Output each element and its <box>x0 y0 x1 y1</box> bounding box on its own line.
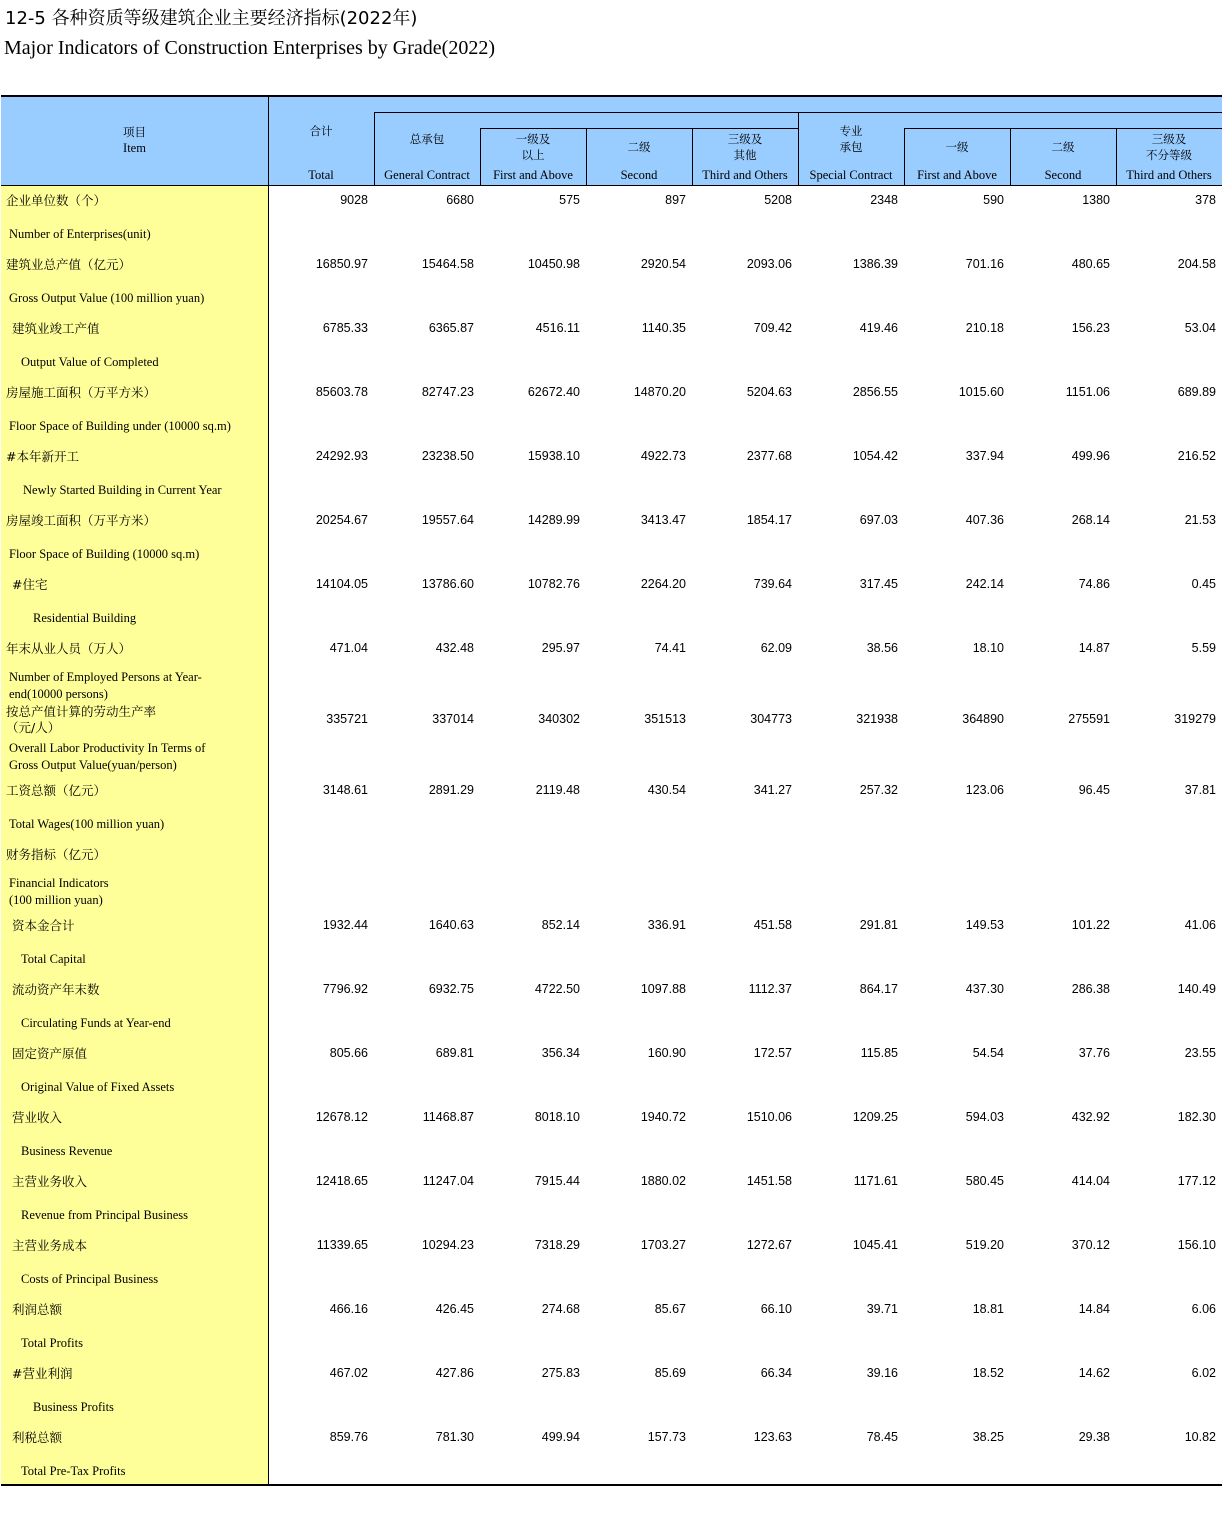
table-cell: 182.30 <box>1177 1110 1216 1124</box>
table-cell: 156.23 <box>1071 321 1110 335</box>
table-cell: 414.04 <box>1071 1174 1110 1188</box>
row-label-en: Financial Indicators (100 million yuan) <box>9 876 109 907</box>
table-cell: 23238.50 <box>421 449 474 463</box>
table-cell: 7915.44 <box>534 1174 580 1188</box>
row-label-cn: 企业单位数（个） <box>6 193 107 208</box>
table-cell: 23.55 <box>1184 1046 1216 1060</box>
table-cell: 466.16 <box>329 1302 368 1316</box>
table-cell: 53.04 <box>1184 321 1216 335</box>
subheader-cn: 二级 <box>627 140 651 154</box>
table-cell: 14289.99 <box>527 513 580 527</box>
table-cell: 1272.67 <box>746 1238 792 1252</box>
table-cell: 336.91 <box>647 918 686 932</box>
table-cell: 1015.60 <box>958 385 1004 399</box>
table-bottom-rule <box>1 1484 1222 1486</box>
table-cell: 1703.27 <box>640 1238 686 1252</box>
table-cell: 18.81 <box>972 1302 1004 1316</box>
subheader-en: Third and Others <box>702 168 788 182</box>
row-label-cn: 利润总额 <box>12 1302 63 1317</box>
table-cell: 2377.68 <box>746 449 792 463</box>
table-cell: 864.17 <box>859 982 898 996</box>
table-cell: 8018.10 <box>534 1110 580 1124</box>
table-top-rule <box>1 95 1222 97</box>
table-cell: 4722.50 <box>534 982 580 996</box>
row-label-en: Circulating Funds at Year-end <box>21 1016 171 1030</box>
table-cell: 1880.02 <box>640 1174 686 1188</box>
table-cell: 11247.04 <box>422 1174 474 1188</box>
row-label-cn: 固定资产原值 <box>12 1046 88 1061</box>
table-cell: 275.83 <box>541 1366 580 1380</box>
table-cell: 6.02 <box>1191 1366 1216 1380</box>
item-column-background <box>1 186 268 1484</box>
table-cell: 1640.63 <box>428 918 474 932</box>
subheader-en: Second <box>620 168 658 182</box>
header-general-en: General Contract <box>384 168 470 182</box>
row-label-en: Revenue from Principal Business <box>21 1208 188 1222</box>
item-column-divider <box>268 97 269 1484</box>
table-cell: 21.53 <box>1184 513 1216 527</box>
row-label-cn: 主营业务收入 <box>12 1174 88 1189</box>
row-label-en: Output Value of Completed <box>21 355 159 369</box>
table-cell: 317.45 <box>859 577 898 591</box>
table-cell: 11468.87 <box>422 1110 474 1124</box>
table-cell: 62672.40 <box>527 385 580 399</box>
table-cell: 115.85 <box>860 1046 898 1060</box>
table-cell: 897 <box>665 193 686 207</box>
header-rule-special-sub <box>904 128 1222 129</box>
header-rule-general-sub <box>480 128 798 129</box>
table-cell: 0.45 <box>1191 577 1216 591</box>
row-label-en: Newly Started Building in Current Year <box>23 483 222 497</box>
table-cell: 1112.37 <box>748 982 792 996</box>
table-cell: 41.06 <box>1184 918 1216 932</box>
table-cell: 14.87 <box>1078 641 1110 655</box>
table-cell: 580.45 <box>965 1174 1004 1188</box>
table-cell: 1209.25 <box>852 1110 898 1124</box>
table-cell: 14870.20 <box>633 385 686 399</box>
table-cell: 370.12 <box>1071 1238 1110 1252</box>
table-cell: 74.86 <box>1078 577 1110 591</box>
row-label-en: Business Profits <box>33 1400 114 1414</box>
table-cell: 419.46 <box>859 321 898 335</box>
table-cell: 204.58 <box>1177 257 1216 271</box>
table-cell: 689.89 <box>1177 385 1216 399</box>
table-cell: 335721 <box>326 712 368 726</box>
table-cell: 13786.60 <box>421 577 474 591</box>
table-cell: 689.81 <box>435 1046 474 1060</box>
table-cell: 149.53 <box>965 918 1004 932</box>
table-cell: 20254.67 <box>315 513 368 527</box>
table-cell: 341.27 <box>753 783 792 797</box>
table-cell: 2348 <box>870 193 898 207</box>
table-cell: 378 <box>1195 193 1216 207</box>
table-cell: 268.14 <box>1071 513 1110 527</box>
table-cell: 1386.39 <box>852 257 898 271</box>
row-label-en: Total Pre-Tax Profits <box>21 1464 126 1478</box>
table-cell: 14.84 <box>1078 1302 1110 1316</box>
row-label-en: Total Capital <box>21 952 86 966</box>
table-cell: 16850.97 <box>315 257 368 271</box>
table-cell: 6785.33 <box>322 321 368 335</box>
table-cell: 480.65 <box>1071 257 1110 271</box>
table-cell: 2119.48 <box>535 783 580 797</box>
table-cell: 1940.72 <box>640 1110 686 1124</box>
table-cell: 2856.55 <box>852 385 898 399</box>
header-general-cn: 总承包 <box>409 132 445 146</box>
table-cell: 177.12 <box>1177 1174 1216 1188</box>
table-cell: 519.20 <box>965 1238 1004 1252</box>
table-cell: 432.48 <box>435 641 474 655</box>
table-cell: 2920.54 <box>640 257 686 271</box>
row-label-cn: 房屋竣工面积（万平方米） <box>6 513 157 528</box>
table-cell: 1045.41 <box>852 1238 898 1252</box>
header-total-cn: 合计 <box>309 124 333 138</box>
table-cell: 304773 <box>750 712 792 726</box>
row-label-cn: 营业收入 <box>12 1110 63 1125</box>
table-cell: 2891.29 <box>428 783 474 797</box>
table-cell: 85.67 <box>654 1302 686 1316</box>
table-cell: 575 <box>559 193 580 207</box>
table-cell: 5.59 <box>1191 641 1216 655</box>
table-cell: 19557.64 <box>421 513 474 527</box>
table-cell: 275591 <box>1068 712 1110 726</box>
table-cell: 15464.58 <box>421 257 474 271</box>
table-cell: 291.81 <box>859 918 898 932</box>
header-item-cn: 项目 <box>123 125 146 139</box>
row-label-en: Business Revenue <box>21 1144 113 1158</box>
table-cell: 274.68 <box>541 1302 580 1316</box>
table-cell: 2093.06 <box>746 257 792 271</box>
table-cell: 12418.65 <box>315 1174 368 1188</box>
table-cell: 3148.61 <box>322 783 368 797</box>
row-label-en: Overall Labor Productivity In Terms of Gross Output Value(yuan/person) <box>9 741 206 772</box>
table-cell: 6932.75 <box>428 982 474 996</box>
table-cell: 467.02 <box>329 1366 368 1380</box>
table-cell: 432.92 <box>1071 1110 1110 1124</box>
table-cell: 451.58 <box>753 918 792 932</box>
subheader-en: Second <box>1044 168 1082 182</box>
table-cell: 216.52 <box>1177 449 1216 463</box>
table-cell: 6.06 <box>1191 1302 1216 1316</box>
table-cell: 805.66 <box>329 1046 368 1060</box>
header-special-en: Special Contract <box>809 168 893 182</box>
table-cell: 852.14 <box>541 918 580 932</box>
subheader-cn: 三级及 其他 <box>727 132 763 162</box>
table-cell: 11339.65 <box>316 1238 368 1252</box>
row-label-cn: 建筑业竣工产值 <box>12 321 100 336</box>
table-cell: 321938 <box>856 712 898 726</box>
table-cell: 1140.35 <box>641 321 686 335</box>
table-cell: 123.63 <box>753 1430 792 1444</box>
table-cell: 407.36 <box>965 513 1004 527</box>
table-cell: 85603.78 <box>315 385 368 399</box>
table-cell: 172.57 <box>753 1046 792 1060</box>
table-cell: 85.69 <box>654 1366 686 1380</box>
table-cell: 18.52 <box>972 1366 1004 1380</box>
table-cell: 697.03 <box>859 513 898 527</box>
row-label-en: Original Value of Fixed Assets <box>21 1080 175 1094</box>
table-cell: 14.62 <box>1078 1366 1110 1380</box>
table-cell: 426.45 <box>435 1302 474 1316</box>
row-label-cn: #本年新开工 <box>6 449 79 464</box>
row-label-cn: 利税总额 <box>12 1430 63 1445</box>
table-cell: 9028 <box>340 193 368 207</box>
table-cell: 7796.92 <box>322 982 368 996</box>
row-label-cn: #营业利润 <box>12 1366 73 1381</box>
table-cell: 471.04 <box>329 641 368 655</box>
table-cell: 1510.06 <box>746 1110 792 1124</box>
table-cell: 156.10 <box>1177 1238 1216 1252</box>
table-cell: 356.34 <box>541 1046 580 1060</box>
row-label-en: Total Profits <box>21 1336 83 1350</box>
table-cell: 1451.58 <box>746 1174 792 1188</box>
table-cell: 74.41 <box>654 641 686 655</box>
table-cell: 242.14 <box>965 577 1004 591</box>
row-label-cn: 房屋施工面积（万平方米） <box>6 385 157 400</box>
table-cell: 14104.05 <box>315 577 368 591</box>
table-cell: 2264.20 <box>640 577 686 591</box>
row-label-en: Costs of Principal Business <box>21 1272 159 1286</box>
row-label-en: Gross Output Value (100 million yuan) <box>9 291 205 305</box>
table-cell: 430.54 <box>647 783 686 797</box>
page-title-cn: 12-5 各种资质等级建筑企业主要经济指标(2022年) <box>5 8 418 29</box>
table-cell: 29.38 <box>1078 1430 1110 1444</box>
table-cell: 123.06 <box>965 783 1004 797</box>
table-cell: 10782.76 <box>527 577 580 591</box>
table-cell: 257.32 <box>859 783 898 797</box>
table-cell: 1171.61 <box>853 1174 898 1188</box>
table-cell: 499.94 <box>541 1430 580 1444</box>
table-cell: 1854.17 <box>746 513 792 527</box>
table-cell: 10.82 <box>1184 1430 1216 1444</box>
table-cell: 210.18 <box>965 321 1004 335</box>
subheader-cn: 二级 <box>1051 140 1075 154</box>
table-cell: 340302 <box>538 712 580 726</box>
table-cell: 427.86 <box>435 1366 474 1380</box>
row-label-en: Floor Space of Building (10000 sq.m) <box>9 547 200 561</box>
table-cell: 12678.12 <box>315 1110 368 1124</box>
row-label-cn: 流动资产年末数 <box>12 982 100 997</box>
table-cell: 78.45 <box>866 1430 898 1444</box>
table-cell: 7318.29 <box>534 1238 580 1252</box>
table-cell: 15938.10 <box>527 449 580 463</box>
table-cell: 4516.11 <box>535 321 580 335</box>
table-cell: 82747.23 <box>421 385 474 399</box>
table-cell: 62.09 <box>760 641 792 655</box>
table-cell: 6680 <box>446 193 474 207</box>
row-label-en: Total Wages(100 million yuan) <box>9 817 165 831</box>
table-cell: 1932.44 <box>322 918 368 932</box>
header-item-en: Item <box>123 141 146 155</box>
table-cell: 701.16 <box>965 257 1004 271</box>
subheader-cn: 一级及 以上 <box>515 132 551 162</box>
table-cell: 351513 <box>644 712 686 726</box>
indicators-table <box>1 95 1222 1487</box>
table-cell: 286.38 <box>1071 982 1110 996</box>
row-label-cn: 建筑业总产值（亿元） <box>6 257 132 272</box>
table-cell: 4922.73 <box>640 449 686 463</box>
table-cell: 6365.87 <box>428 321 474 335</box>
table-cell: 24292.93 <box>315 449 368 463</box>
row-label-cn: 工资总额（亿元） <box>6 783 107 798</box>
row-label-en: Residential Building <box>33 611 137 625</box>
subheader-cn: 三级及 不分等级 <box>1146 132 1192 162</box>
subheader-en: First and Above <box>917 168 997 182</box>
table-cell: 499.96 <box>1071 449 1110 463</box>
table-cell: 96.45 <box>1078 783 1110 797</box>
table-cell: 10450.98 <box>527 257 580 271</box>
table-cell: 66.34 <box>760 1366 792 1380</box>
table-cell: 1054.42 <box>852 449 898 463</box>
row-label-en: Number of Employed Persons at Year- end(10000 persons) <box>9 670 202 701</box>
table-cell: 295.97 <box>541 641 580 655</box>
table-cell: 5208 <box>764 193 792 207</box>
table-cell: 66.10 <box>760 1302 792 1316</box>
row-label-cn: 年末从业人员（万人） <box>6 641 132 656</box>
table-cell: 39.71 <box>866 1302 898 1316</box>
table-cell: 39.16 <box>866 1366 898 1380</box>
table-cell: 54.54 <box>972 1046 1004 1060</box>
row-label-cn: #住宅 <box>12 577 48 592</box>
header-total-en: Total <box>308 168 334 182</box>
row-label-en: Floor Space of Building under (10000 sq.m) <box>9 419 231 433</box>
page-title-en: Major Indicators of Construction Enterprises by Grade(2022) <box>4 37 495 59</box>
table-cell: 437.30 <box>965 982 1004 996</box>
row-label-cn: 主营业务成本 <box>12 1238 88 1253</box>
subheader-en: Third and Others <box>1126 168 1212 182</box>
row-label-cn: 按总产值计算的劳动生产率 （元/人） <box>6 704 157 735</box>
table-cell: 364890 <box>962 712 1004 726</box>
table-cell: 709.42 <box>753 321 792 335</box>
table-cell: 140.49 <box>1177 982 1216 996</box>
table-cell: 319279 <box>1174 712 1216 726</box>
row-label-en: Number of Enterprises(unit) <box>9 227 151 241</box>
table-cell: 781.30 <box>435 1430 474 1444</box>
table-cell: 337014 <box>432 712 474 726</box>
table-cell: 337.94 <box>965 449 1004 463</box>
table-cell: 5204.63 <box>746 385 792 399</box>
table-cell: 37.81 <box>1184 783 1216 797</box>
table-cell: 859.76 <box>329 1430 368 1444</box>
subheader-en: First and Above <box>493 168 573 182</box>
header-bottom-rule <box>1 185 1222 186</box>
table-cell: 1380 <box>1082 193 1110 207</box>
row-label-cn: 财务指标（亿元） <box>6 847 107 862</box>
table-cell: 3413.47 <box>640 513 686 527</box>
row-label-cn: 资本金合计 <box>12 918 75 933</box>
table-cell: 157.73 <box>647 1430 686 1444</box>
table-cell: 37.76 <box>1078 1046 1110 1060</box>
subheader-cn: 一级 <box>945 140 969 154</box>
table-cell: 101.22 <box>1071 918 1110 932</box>
table-cell: 18.10 <box>972 641 1004 655</box>
table-cell: 160.90 <box>647 1046 686 1060</box>
header-special-cn: 专业 承包 <box>839 124 863 154</box>
table-cell: 590 <box>983 193 1004 207</box>
table-cell: 1151.06 <box>1065 385 1110 399</box>
table-cell: 1097.88 <box>640 982 686 996</box>
table-cell: 38.25 <box>972 1430 1004 1444</box>
table-cell: 594.03 <box>965 1110 1004 1124</box>
table-cell: 10294.23 <box>421 1238 474 1252</box>
table-cell: 739.64 <box>753 577 792 591</box>
table-cell: 38.56 <box>866 641 898 655</box>
